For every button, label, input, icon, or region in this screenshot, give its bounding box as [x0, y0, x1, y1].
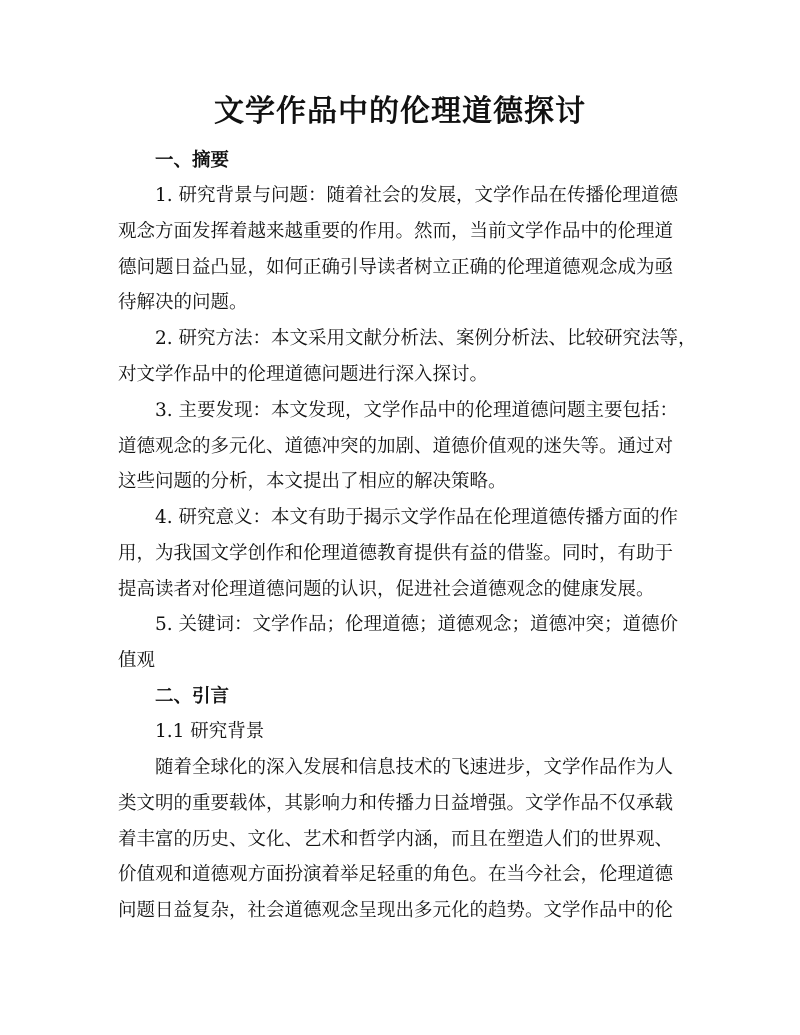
intro-line: 随着全球化的深入发展和信息技术的飞速进步，文学作品作为人	[155, 757, 674, 778]
abstract-line: 对文学作品中的伦理道德问题进行深入探讨。	[118, 364, 489, 385]
abstract-line: 值观	[118, 650, 156, 671]
abstract-line: 德问题日益凸显，如何正确引导读者树立正确的伦理道德观念成为亟	[118, 257, 674, 278]
abstract-line: 道德观念的多元化、道德冲突的加剧、道德价值观的迷失等。通过对	[118, 436, 674, 457]
abstract-line: 这些问题的分析，本文提出了相应的解决策略。	[118, 471, 507, 492]
abstract-line: 4. 研究意义：本文有助于揭示文学作品在伦理道德传播方面的作	[155, 507, 679, 528]
abstract-line: 2. 研究方法：本文采用文献分析法、案例分析法、比较研究法等，	[155, 328, 697, 349]
abstract-line: 观念方面发挥着越来越重要的作用。然而，当前文学作品中的伦理道	[118, 221, 674, 242]
intro-heading: 二、引言	[155, 686, 230, 707]
intro-line: 类文明的重要载体，其影响力和传播力日益增强。文学作品不仅承载	[118, 793, 674, 814]
intro-line: 着丰富的历史、文化、艺术和哲学内涵，而且在塑造人们的世界观、	[118, 829, 674, 850]
intro-line: 问题日益复杂，社会道德观念呈现出多元化的趋势。文学作品中的伦	[118, 900, 674, 921]
abstract-line: 待解决的问题。	[118, 292, 248, 313]
subsection-heading: 1.1 研究背景	[155, 721, 265, 742]
document-title: 文学作品中的伦理道德探讨	[214, 94, 586, 129]
abstract-line: 用，为我国文学创作和伦理道德教育提供有益的借鉴。同时，有助于	[118, 543, 674, 564]
abstract-line: 1. 研究背景与问题：随着社会的发展，文学作品在传播伦理道德	[155, 185, 679, 206]
abstract-heading: 一、摘要	[155, 150, 230, 171]
abstract-line: 提高读者对伦理道德问题的认识，促进社会道德观念的健康发展。	[118, 579, 655, 600]
abstract-line: 3. 主要发现：本文发现，文学作品中的伦理道德问题主要包括：	[155, 400, 679, 421]
intro-line: 价值观和道德观方面扮演着举足轻重的角色。在当今社会，伦理道德	[118, 864, 674, 885]
abstract-line: 5. 关键词：文学作品；伦理道德；道德观念；道德冲突；道德价	[155, 614, 679, 635]
